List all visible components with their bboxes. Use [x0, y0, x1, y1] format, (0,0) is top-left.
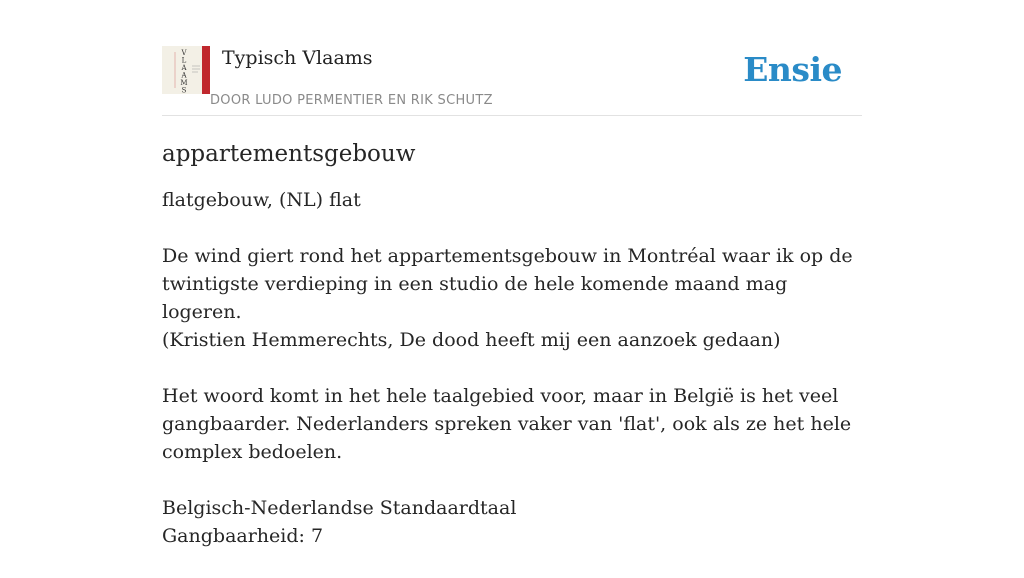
entry-synonyms: flatgebouw, (NL) flat: [162, 189, 361, 211]
entry-title: appartementsgebouw: [162, 141, 416, 167]
book-title[interactable]: Typisch Vlaams: [222, 47, 373, 69]
entry-explanation: Het woord komt in het hele taalgebied voor, maar in België is het veel gangbaarder. Nederlanders spreken vaker van 'flat', ook als ze het hele complex bedoelen.: [162, 385, 852, 463]
entry-frequency: Gangbaarheid: 7: [162, 525, 324, 547]
entry-quote-block: [162, 242, 864, 354]
ensie-logo-link[interactable]: Ensie: [743, 50, 842, 89]
entry-quote: De wind giert rond het appartementsgebouw in Montréal waar ik op de twintigste verdieping in een studio de hele komende maand mag logeren.: [162, 245, 853, 323]
entry-content: [162, 136, 864, 578]
svg-text:VLAAMS: V L A A M S: [180, 49, 188, 95]
book-authors: DOOR LUDO PERMENTIER EN RIK SCHUTZ: [210, 93, 493, 108]
page-header: [162, 46, 862, 116]
entry-quote-source: (Kristien Hemmerechts, De dood heeft mij een aanzoek gedaan): [162, 329, 781, 351]
entry-meta: [162, 494, 864, 550]
entry-category: Belgisch-Nederlandse Standaardtaal: [162, 497, 517, 519]
book-cover-icon[interactable]: [162, 46, 210, 94]
